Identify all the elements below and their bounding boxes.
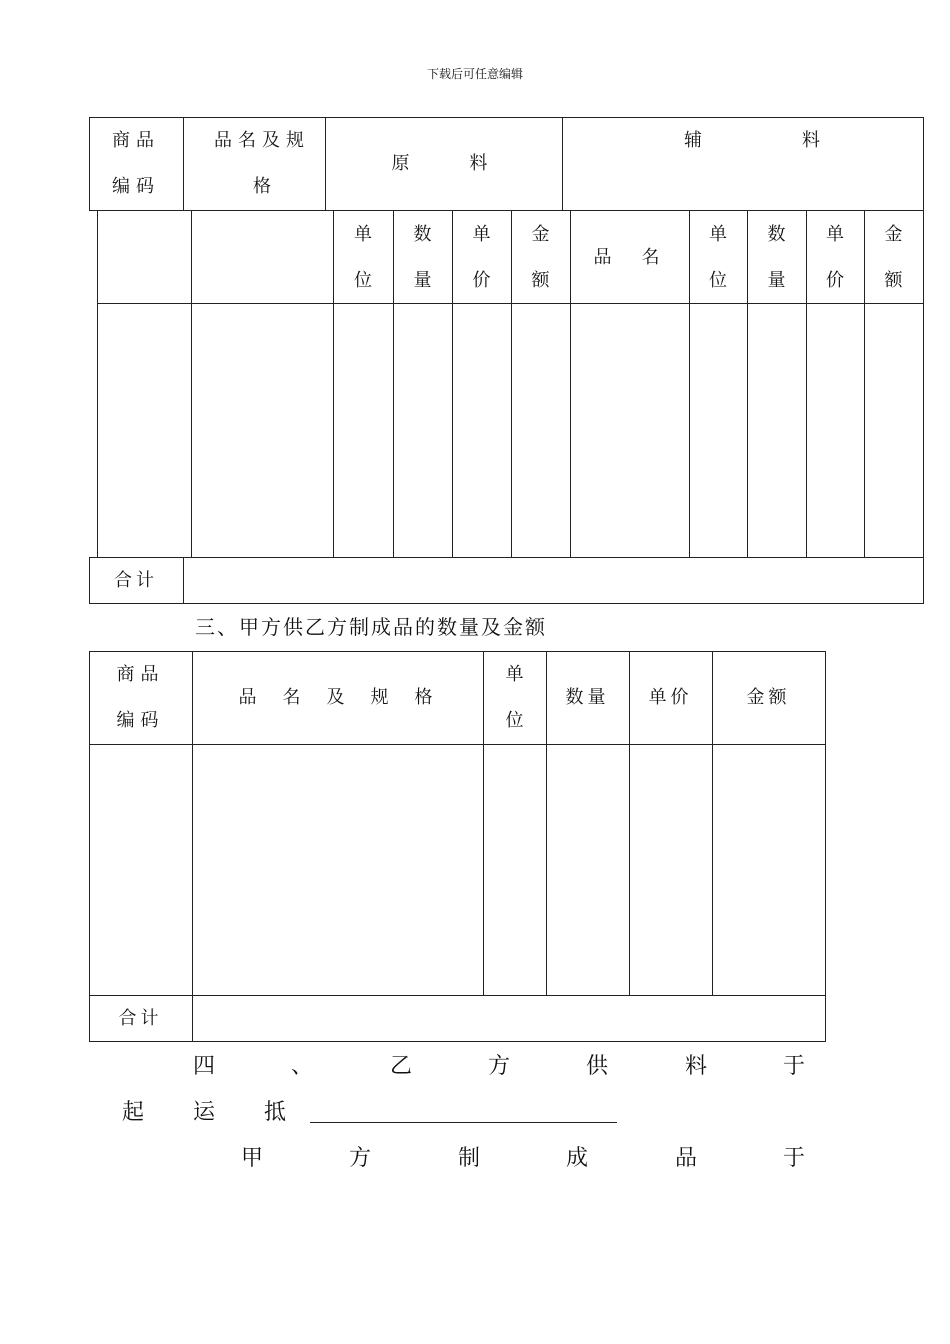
t2-name-spec-label: 品 名 及 规 格 <box>238 687 437 708</box>
product-name-spec-label-2: 格 <box>253 176 271 197</box>
clause-char: 于 <box>783 1146 806 1171</box>
t2-quantity-label: 数量 <box>565 687 610 708</box>
raw-material-header: 原 料 <box>391 153 496 174</box>
clause-char: 起 <box>122 1100 145 1125</box>
aux-amount-label-2: 额 <box>884 270 903 291</box>
amount-label: 金 <box>531 224 550 245</box>
t2-unit-label-2: 位 <box>505 710 524 731</box>
aux-quantity-label-2: 量 <box>767 270 786 291</box>
t2-amount-label: 金额 <box>746 687 791 708</box>
unit-label: 单 <box>354 224 372 245</box>
clause-char: 于 <box>783 1054 806 1079</box>
quantity-label: 数 <box>413 224 432 245</box>
aux-unit-label: 单 <box>709 224 727 245</box>
clause-char: 四 <box>193 1054 216 1079</box>
amount-label-2: 额 <box>531 270 550 291</box>
aux-product-name-label: 品 名 <box>593 247 666 268</box>
aux-unit-price-label-2: 价 <box>826 270 844 291</box>
aux-unit-label-2: 位 <box>709 270 727 291</box>
clause-char: 制 <box>458 1146 481 1171</box>
clause-char: 乙 <box>390 1054 413 1079</box>
product-code-label-2: 编码 <box>112 176 160 197</box>
page-header: 下载后可任意编辑 <box>426 67 523 81</box>
aux-unit-price-label: 单 <box>826 224 844 245</box>
table1-total-label: 合计 <box>114 570 158 591</box>
t2-product-code-label-2: 编码 <box>116 710 165 731</box>
aux-amount-label: 金 <box>884 224 903 245</box>
product-name-spec-label: 品名及规 <box>214 130 310 151</box>
table2-total-label: 合计 <box>118 1008 163 1029</box>
clause-char: 料 <box>685 1054 708 1079</box>
aux-quantity-label: 数 <box>767 224 786 245</box>
clause-char: 、 <box>291 1054 314 1079</box>
aux-material-header-b: 料 <box>802 130 820 151</box>
unit-price-label-2: 价 <box>472 270 491 291</box>
unit-label-2: 位 <box>354 270 372 291</box>
t2-unit-label: 单 <box>505 664 524 685</box>
unit-price-label: 单 <box>472 224 491 245</box>
product-code-label: 商品 <box>112 130 160 151</box>
clause-char: 运 <box>193 1100 216 1125</box>
quantity-label-2: 量 <box>413 270 432 291</box>
destination-blank-line[interactable] <box>310 1122 617 1123</box>
clause-char: 抵 <box>264 1100 287 1125</box>
clause-char: 品 <box>675 1146 698 1171</box>
clause-char: 成 <box>566 1146 589 1171</box>
clause-char: 方 <box>488 1054 511 1079</box>
aux-material-header-a: 辅 <box>684 130 702 151</box>
t2-product-code-label: 商品 <box>116 664 165 685</box>
section3-title: 三、甲方供乙方制成品的数量及金额 <box>195 615 547 639</box>
t2-unit-price-label: 单价 <box>648 687 693 708</box>
clause-char: 方 <box>349 1146 372 1171</box>
clause-char: 供 <box>586 1054 609 1079</box>
clause-char: 甲 <box>241 1146 264 1171</box>
